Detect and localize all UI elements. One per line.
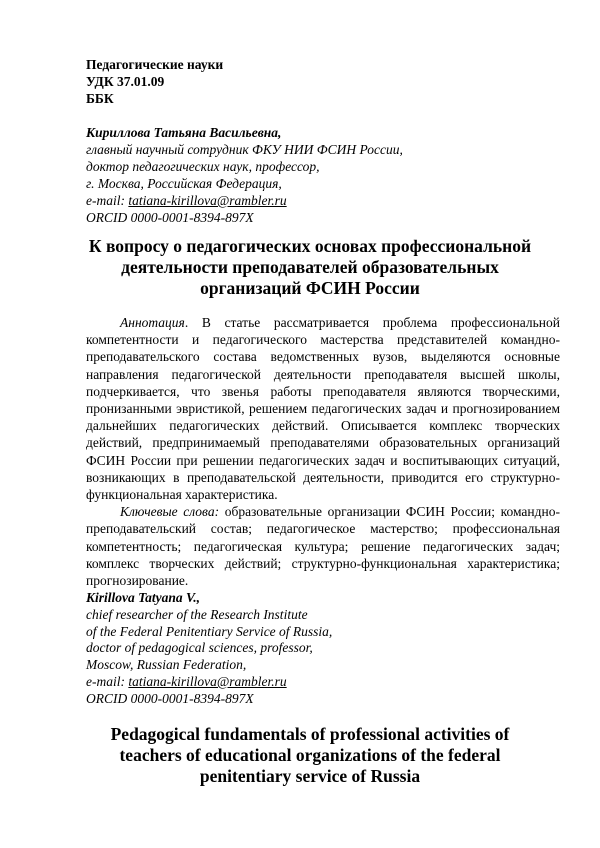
keywords-label: Ключевые слова: xyxy=(120,504,220,520)
title-en-line: Pedagogical fundamentals of professional activities of xyxy=(110,724,510,744)
email-link[interactable]: tatiana-kirillova@rambler.ru xyxy=(128,673,287,689)
author-city-en: Moscow, Russian Federation, xyxy=(86,657,247,673)
keywords-paragraph xyxy=(86,503,560,589)
author-affiliation-line: chief researcher of the Research Institute xyxy=(86,606,308,622)
author-city-ru: г. Москва, Российская Федерация, xyxy=(86,176,282,191)
author-info-en xyxy=(86,590,560,708)
email-label: e-mail: xyxy=(86,193,129,208)
title-ru-line: К вопросу о педагогических основах профессиональной xyxy=(88,236,532,256)
author-degree-ru: доктор педагогических наук, профессор, xyxy=(86,159,320,174)
author-email-row-ru xyxy=(86,192,560,209)
title-ru-line: деятельности преподавателей образовательных xyxy=(121,257,499,277)
udk-code: УДК 37.01.09 xyxy=(86,74,165,89)
keywords-text: образовательные организации ФСИН России; командно-преподавательский состав; педагогическое мастерство; профессиональная компетентность; педагогическая культура; решение педагогических задач; комплекс творческих действий; структурно-функциональная характеристика; прогнозирование. xyxy=(86,504,560,589)
author-position-ru: главный научный сотрудник ФКУ НИИ ФСИН России, xyxy=(86,142,403,157)
author-name-ru: Кириллова Татьяна Васильевна, xyxy=(86,125,282,140)
title-en-line: teachers of educational organizations of the federal xyxy=(119,745,501,765)
article-meta xyxy=(86,56,560,107)
bbk-code: ББК xyxy=(86,91,114,106)
author-affiliation-line: of the Federal Penitentiary Service of Russia, xyxy=(86,623,333,639)
title-en-line: penitentiary service of Russia xyxy=(199,766,421,786)
author-orcid-ru: ORCID 0000-0001-8394-897X xyxy=(86,210,254,225)
author-orcid-en: ORCID 0000-0001-8394-897X xyxy=(86,690,254,706)
article-title-en xyxy=(60,724,560,787)
email-link[interactable]: tatiana-kirillova@rambler.ru xyxy=(128,193,287,208)
author-email-row-en xyxy=(86,674,560,691)
email-label: e-mail: xyxy=(86,673,129,689)
abstract-paragraph xyxy=(86,314,560,503)
abstract-label: Аннотация xyxy=(120,315,185,330)
author-info-ru xyxy=(86,124,560,226)
article-title-ru xyxy=(60,236,560,299)
abstract-section xyxy=(86,314,560,589)
subject-field: Педагогические науки xyxy=(86,57,224,72)
author-name-en: Kirillova Tatyana V., xyxy=(86,590,201,605)
abstract-text: . В статье рассматривается проблема профессиональной компетентности и педагогического мастерства представителей командно-преподавательского состава ведомственных вузов, выделяются основные направления педагогической деятельности преподавателя высшей школы, подчеркивается, что звенья работы преподавателя являются творческими, пронизанными эвристикой, решением педагогических задач и прогнозированием дальнейших педагогических действий. Описывается комплекс творческих действий, предпринимаемый преподавателями образовательных организаций ФСИН России при решении педагогических задач и воспитывающих ситуаций, возникающих в преподавательской деятельности, приводится его структурно-функциональная характеристика. xyxy=(86,315,560,503)
author-degree-en: doctor of pedagogical sciences, professor, xyxy=(86,640,313,656)
title-ru-line: организаций ФСИН России xyxy=(200,278,420,298)
